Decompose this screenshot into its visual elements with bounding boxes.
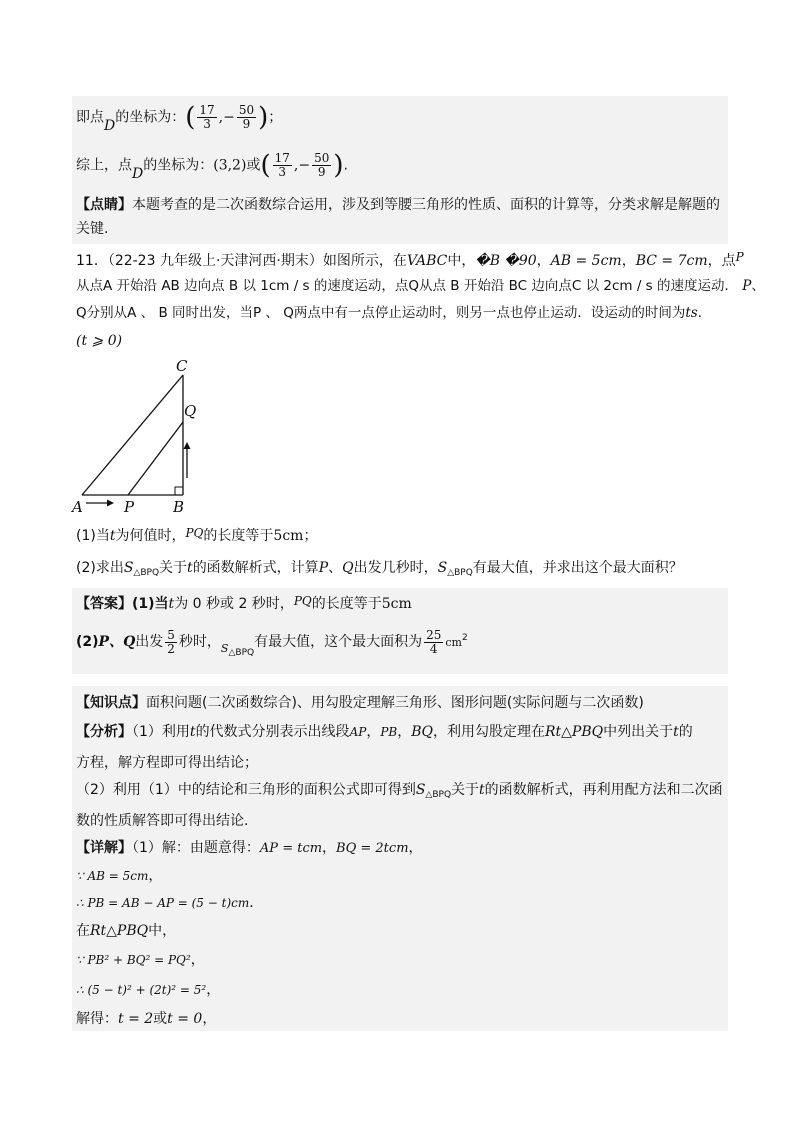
line-d-coordinate-1: 即点D的坐标为：( $\frac{17}{3}$ ,− $\frac{50}{9}$ )； [76, 102, 283, 134]
answer-line-2: (2)P、Q出发 $\frac{5}{2}$ 秒时，$_{S\triangle BPQ}$有最大值，这个最大面积为 $\frac{25}{4}$ $cm^2$ [76, 627, 468, 658]
label-q: Q [184, 402, 197, 420]
question-11-line-2: 从点A 开始沿 AB 边向点 B 以 1cm / s 的速度运动，点Q从点 B 开始沿 BC 边向点C 以 2cm / s 的速度运动． P、 [76, 278, 765, 294]
detail-line-4: 在Rt△PBQ中， [76, 923, 177, 939]
analysis-line-2: 方程，解方程即可得出结论； [76, 755, 258, 771]
detail-line-5: ∵ PB² + BQ² = PQ²， [76, 952, 205, 968]
label-b: B [173, 498, 185, 516]
sub-question-2: (2)求出$S_{\triangle BPQ}$关于t的函数解析式，计算P、Q出发几秒时，$S_{\triangle BPQ}$有最大值，并求出这个最大面积？ [76, 560, 683, 578]
question-11-line-4: (t ⩾ 0) [76, 333, 123, 349]
arrow-up-head [184, 442, 191, 449]
segment-pq [128, 422, 183, 495]
sub-question-1: (1)当t为何值时，PQ的长度等于5cm； [76, 526, 318, 544]
detail-line-3: ∴ PB = AB − AP = (5 − t)cm． [76, 895, 264, 911]
line-d-coordinate-2: 综上，点D的坐标为：(3,2)或( $\frac{17}{3}$ ,− $\frac{50}{9}$ ). [76, 150, 348, 182]
comment-line-1: 【点睛】本题考查的是二次函数综合运用，涉及到等腰三角形的性质、面积的计算等，分类求解是解题的 [76, 197, 720, 213]
label-c: C [176, 358, 188, 375]
detail-line-7: 解得：t = 2或t = 0， [76, 1011, 217, 1027]
detail-line-6: ∴ (5 − t)² + (2t)² = 5²， [76, 982, 221, 998]
detail-line-2: ∵ AB = 5cm， [76, 868, 163, 884]
analysis-line-4: 数的性质解答即可得出结论. [76, 813, 249, 829]
triangle-figure [70, 358, 210, 518]
arrow-right-head [107, 500, 114, 507]
knowledge-point: 【知识点】面积问题(二次函数综合)、用勾股定理解三角形、图形问题(实际问题与二次函数) [76, 695, 644, 711]
right-angle-mark [175, 487, 183, 495]
question-11-line-3: Q分别从A 、 B 同时出发，当P 、 Q两点中有一点停止运动时，则另一点也停止运动．设运动的时间为ts． [76, 305, 712, 321]
comment-line-2: 关键. [76, 221, 109, 237]
detail-line-1: 【详解】（1）解：由题意得：AP = tcm，BQ = 2tcm， [76, 840, 423, 856]
label-p: P [124, 498, 135, 516]
analysis-line-1: 【分析】（1）利用t的代数式分别表示出线段AP，PB，BQ，利用勾股定理在Rt△PBQ中列出关于t的 [76, 724, 693, 740]
label-a: A [72, 498, 83, 516]
analysis-line-3: （2）利用（1）中的结论和三角形的面积公式即可得到$S_{\triangle BPQ}$关于t的函数解析式，再利用配方法和二次函 [76, 782, 723, 800]
segment-ac [82, 375, 183, 495]
question-11-line-1: 11．（22-23 九年级上·天津河西·期末）如图所示，在VABC中，�B �90，AB = 5cm，BC = 7cm，点P [76, 250, 744, 269]
answer-line-1: 【答案】(1)当t为 0 秒或 2 秒时，PQ的长度等于5cm [76, 594, 412, 612]
